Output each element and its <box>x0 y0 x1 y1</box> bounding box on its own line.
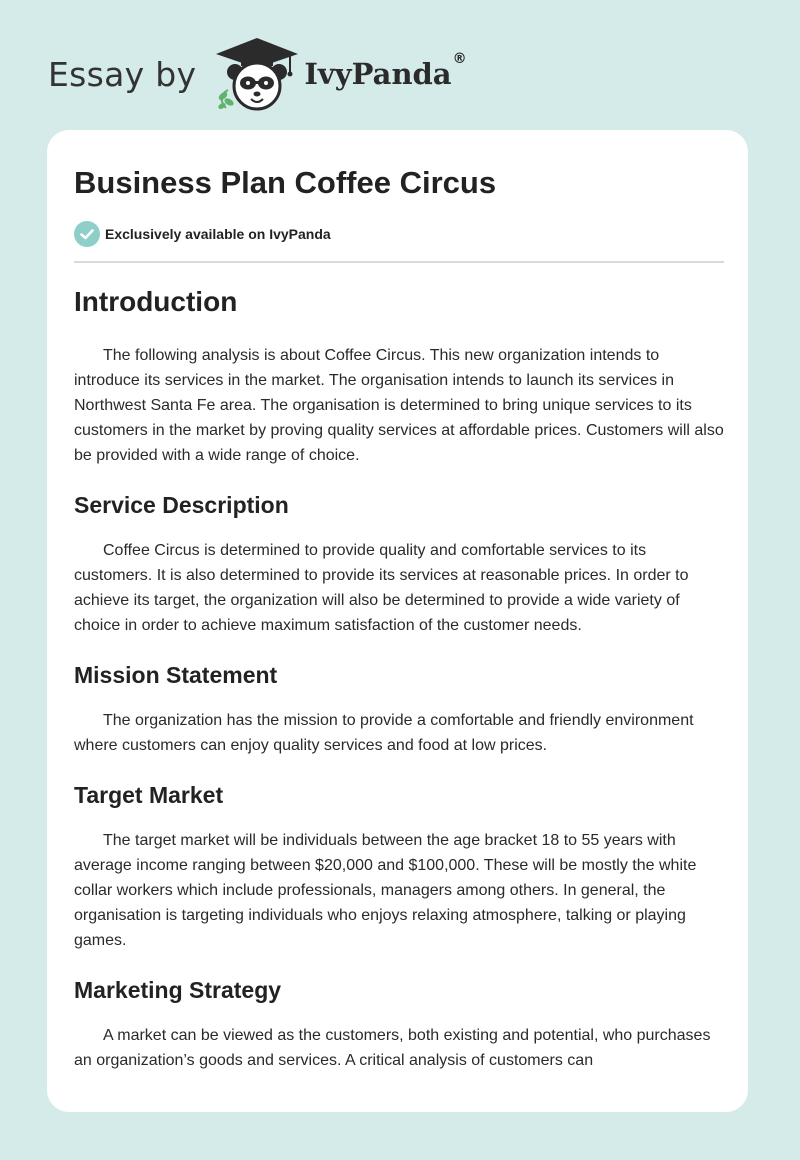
section-paragraph-introduction: The following analysis is about Coffee Circus. This new organization intends to introduce its services in the market. The organisation intends to launch its services in Northwest Santa Fe area. The organisation is determined to bring unique services to its customers in the market by proving quality services at affordable prices. Customers will also be provided with a wide range of choice. <box>74 347 724 464</box>
brand-prefix: Essay by <box>48 54 197 94</box>
badge-label: Exclusively available on IvyPanda <box>105 226 331 242</box>
check-circle-icon <box>74 221 100 247</box>
panda-logo-icon <box>214 36 300 112</box>
registered-mark: ® <box>452 51 467 67</box>
section-heading-target-market: Target Market <box>74 782 224 808</box>
section-paragraph-service-description: Coffee Circus is determined to provide quality and comfortable services to its customers. It is also determined to provide its services at reasonable prices. In order to achieve its target, the organization will also be determined to provide a wide variety of choice in order to achieve maximum satisfaction of the customer needs. <box>74 542 689 634</box>
article-body <box>74 280 724 1092</box>
section-heading-introduction: Introduction <box>74 286 238 317</box>
brand-name: IvyPanda® <box>304 51 467 91</box>
page-title: Business Plan Coffee Circus <box>74 165 497 200</box>
section-heading-marketing-strategy: Marketing Strategy <box>74 977 282 1003</box>
section-paragraph-target-market: The target market will be individuals between the age bracket 18 to 55 years with average income ranging between $20,000 and $100,000. These will be mostly the white collar workers which include professionals, managers among others. In general, the organisation is targeting individuals who enjoys relaxing atmosphere, talking or playing games. <box>74 832 697 949</box>
article-card <box>47 130 748 1112</box>
section-paragraph-mission-statement: The organization has the mission to provide a comfortable and friendly environment where customers can enjoy quality services and food at low prices. <box>74 712 694 754</box>
site-brand[interactable] <box>48 36 467 112</box>
section-heading-mission-statement: Mission Statement <box>74 662 278 688</box>
exclusive-badge <box>74 221 331 247</box>
title-divider <box>74 261 724 263</box>
section-heading-service-description: Service Description <box>74 492 289 518</box>
section-paragraph-marketing-strategy: A market can be viewed as the customers, both existing and potential, who purchases an organization’s goods and services. A critical analysis of customers can <box>74 1027 711 1069</box>
